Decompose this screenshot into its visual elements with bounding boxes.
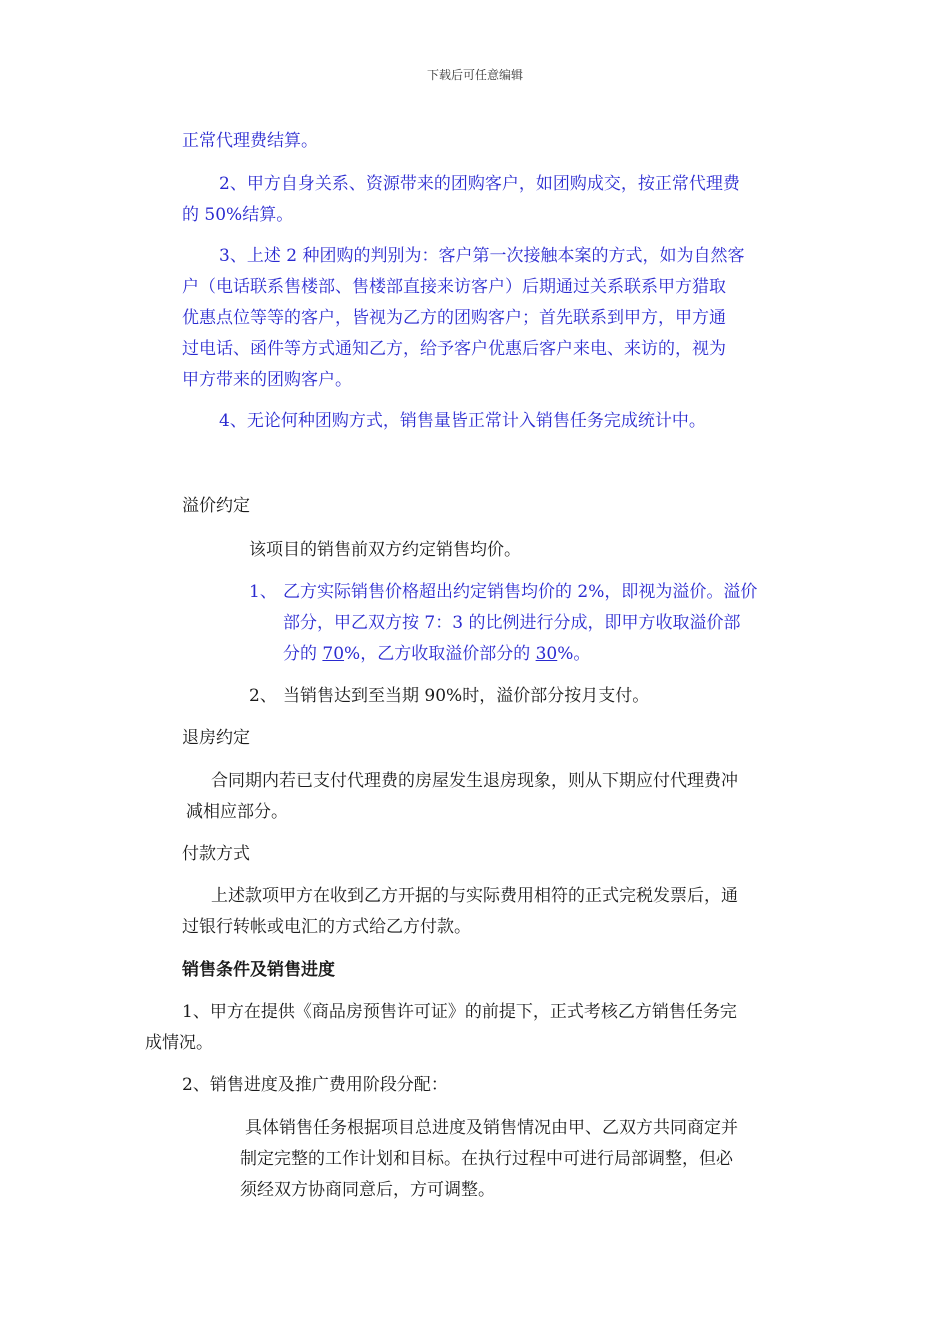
list-number-2: 2、 bbox=[249, 686, 277, 706]
paragraph-group-3-line2: 户（电话联系售楼部、售楼部直接来访客户）后期通过关系联系甲方猎取 bbox=[182, 277, 726, 297]
paragraph-sales-3-line3: 须经双方协商同意后，方可调整。 bbox=[240, 1180, 495, 1200]
paragraph-group-2-line1: 2、甲方自身关系、资源带来的团购客户，如团购成交，按正常代理费 bbox=[219, 174, 740, 194]
paragraph-settlement: 正常代理费结算。 bbox=[182, 131, 318, 151]
paragraph-sales-3-line2: 制定完整的工作计划和目标。在执行过程中可进行局部调整，但必 bbox=[240, 1149, 733, 1169]
text-fragment: %。 bbox=[557, 644, 591, 664]
page-header: 下载后可任意编辑 bbox=[426, 68, 523, 82]
paragraph-refund-line1: 合同期内若已支付代理费的房屋发生退房现象，则从下期应付代理费冲 bbox=[211, 771, 738, 791]
heading-refund: 退房约定 bbox=[182, 728, 250, 748]
paragraph-group-3-line4: 过电话、函件等方式通知乙方，给予客户优惠后客户来电、来访的，视为 bbox=[182, 339, 726, 359]
paragraph-group-4: 4、无论何种团购方式，销售量皆正常计入销售任务完成统计中。 bbox=[219, 411, 706, 431]
list-item-1-line3 bbox=[283, 639, 590, 670]
heading-premium: 溢价约定 bbox=[182, 496, 250, 516]
underlined-70: 70 bbox=[322, 644, 345, 664]
text-fragment: 分的 bbox=[283, 644, 323, 664]
paragraph-group-3-line5: 甲方带来的团购客户。 bbox=[182, 370, 352, 390]
list-item-2: 当销售达到至当期 90%时，溢价部分按月支付。 bbox=[283, 686, 650, 706]
underlined-30: 30 bbox=[535, 644, 558, 664]
text-fragment: %，乙方收取溢价部分的 bbox=[344, 644, 536, 664]
list-item-1-line2: 部分，甲乙双方按 7：3 的比例进行分成，即甲方收取溢价部 bbox=[283, 613, 741, 633]
paragraph-sales-1-line1: 1、甲方在提供《商品房预售许可证》的前提下，正式考核乙方销售任务完 bbox=[182, 1002, 737, 1022]
paragraph-sales-1-line2: 成情况。 bbox=[145, 1033, 213, 1053]
heading-sales: 销售条件及销售进度 bbox=[182, 960, 335, 980]
list-item-1-line1: 乙方实际销售价格超出约定销售均价的 2%，即视为溢价。溢价 bbox=[283, 582, 758, 602]
paragraph-sales-2: 2、销售进度及推广费用阶段分配： bbox=[182, 1075, 448, 1095]
paragraph-group-2-line2: 的 50%结算。 bbox=[182, 205, 294, 225]
paragraph-payment-line2: 过银行转帐或电汇的方式给乙方付款。 bbox=[182, 917, 471, 937]
paragraph-sales-3-line1: 具体销售任务根据项目总进度及销售情况由甲、乙双方共同商定并 bbox=[245, 1118, 738, 1138]
paragraph-refund-line2: 减相应部分。 bbox=[186, 802, 288, 822]
heading-payment: 付款方式 bbox=[182, 844, 250, 864]
list-number-1: 1、 bbox=[249, 582, 277, 602]
paragraph-group-3-line3: 优惠点位等等的客户，皆视为乙方的团购客户；首先联系到甲方，甲方通 bbox=[182, 308, 726, 328]
paragraph-group-3-line1: 3、上述 2 种团购的判别为：客户第一次接触本案的方式，如为自然客 bbox=[219, 246, 745, 266]
paragraph-premium-intro: 该项目的销售前双方约定销售均价。 bbox=[249, 540, 521, 560]
paragraph-payment-line1: 上述款项甲方在收到乙方开据的与实际费用相符的正式完税发票后，通 bbox=[211, 886, 738, 906]
